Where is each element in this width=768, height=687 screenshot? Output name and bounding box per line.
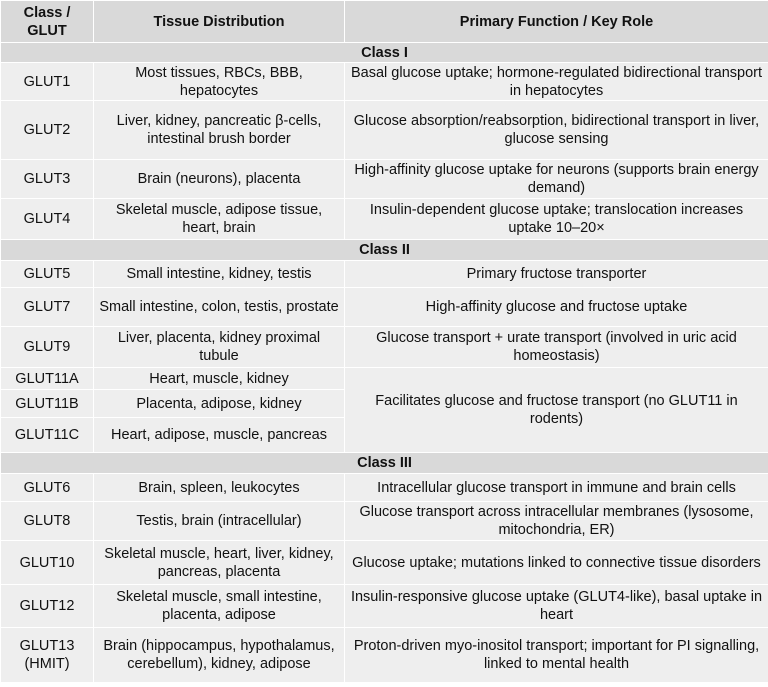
- glut-name: GLUT4: [1, 199, 94, 240]
- table-row: [1, 474, 768, 502]
- tissue-cell: Skeletal muscle, adipose tissue, heart, brain: [94, 199, 345, 240]
- table-row: [1, 160, 768, 199]
- table-row: [1, 327, 768, 368]
- glut-name: GLUT8: [1, 502, 94, 541]
- tissue-cell: Liver, placenta, kidney proximal tubule: [94, 327, 345, 368]
- glut-name: GLUT12: [1, 585, 94, 628]
- tissue-cell: Brain (neurons), placenta: [94, 160, 345, 199]
- header-tissue-distribution: Tissue Distribution: [94, 1, 345, 43]
- section-class-ii: [1, 240, 768, 261]
- function-cell: Proton-driven myo-inositol transport; important for PI signalling, linked to mental health: [345, 628, 768, 683]
- function-cell: Insulin-responsive glucose uptake (GLUT4-like), basal uptake in heart: [345, 585, 768, 628]
- table-row: [1, 63, 768, 101]
- glut-name: GLUT2: [1, 101, 94, 160]
- table-row: [1, 585, 768, 628]
- section-class-iii: [1, 453, 768, 474]
- tissue-cell: Testis, brain (intracellular): [94, 502, 345, 541]
- function-cell: High-affinity glucose and fructose uptake: [345, 288, 768, 327]
- section-label: Class III: [1, 453, 768, 474]
- tissue-cell: Small intestine, colon, testis, prostate: [94, 288, 345, 327]
- function-cell: Glucose absorption/reabsorption, bidirectional transport in liver, glucose sensing: [345, 101, 768, 160]
- table-row: [1, 261, 768, 288]
- tissue-cell: Skeletal muscle, small intestine, placenta, adipose: [94, 585, 345, 628]
- function-cell: Facilitates glucose and fructose transport (no GLUT11 in rodents): [345, 368, 768, 453]
- tissue-cell: Heart, adipose, muscle, pancreas: [94, 418, 345, 453]
- tissue-cell: Brain (hippocampus, hypothalamus, cerebellum), kidney, adipose: [94, 628, 345, 683]
- glut-name: GLUT7: [1, 288, 94, 327]
- header-row: [1, 1, 768, 43]
- tissue-cell: Skeletal muscle, heart, liver, kidney, pancreas, placenta: [94, 541, 345, 585]
- glut-name: GLUT11B: [1, 390, 94, 418]
- tissue-cell: Placenta, adipose, kidney: [94, 390, 345, 418]
- glut-name: GLUT13 (HMIT): [1, 628, 94, 683]
- tissue-cell: Liver, kidney, pancreatic β-cells, intestinal brush border: [94, 101, 345, 160]
- glut-name: GLUT3: [1, 160, 94, 199]
- glut-name: GLUT5: [1, 261, 94, 288]
- function-cell: High-affinity glucose uptake for neurons (supports brain energy demand): [345, 160, 768, 199]
- function-cell: Insulin-dependent glucose uptake; translocation increases uptake 10–20×: [345, 199, 768, 240]
- table-row: [1, 288, 768, 327]
- function-cell: Basal glucose uptake; hormone-regulated bidirectional transport in hepatocytes: [345, 63, 768, 101]
- glut-name: GLUT11A: [1, 368, 94, 390]
- glut-name: GLUT9: [1, 327, 94, 368]
- tissue-cell: Brain, spleen, leukocytes: [94, 474, 345, 502]
- function-cell: Intracellular glucose transport in immune and brain cells: [345, 474, 768, 502]
- section-class-i: [1, 43, 768, 63]
- section-label: Class II: [1, 240, 768, 261]
- header-primary-function: Primary Function / Key Role: [345, 1, 768, 43]
- glut-name: GLUT6: [1, 474, 94, 502]
- function-cell: Glucose uptake; mutations linked to connective tissue disorders: [345, 541, 768, 585]
- tissue-cell: Small intestine, kidney, testis: [94, 261, 345, 288]
- tissue-cell: Most tissues, RBCs, BBB, hepatocytes: [94, 63, 345, 101]
- table-row: [1, 101, 768, 160]
- function-cell: Primary fructose transporter: [345, 261, 768, 288]
- table-row: [1, 541, 768, 585]
- table-row: [1, 368, 768, 390]
- tissue-cell: Heart, muscle, kidney: [94, 368, 345, 390]
- table-row: [1, 199, 768, 240]
- header-class-glut: Class / GLUT: [1, 1, 94, 43]
- table-row: [1, 502, 768, 541]
- glut-name: GLUT1: [1, 63, 94, 101]
- glut-name: GLUT10: [1, 541, 94, 585]
- table-row: [1, 628, 768, 683]
- function-cell: Glucose transport + urate transport (involved in uric acid homeostasis): [345, 327, 768, 368]
- glut-name: GLUT11C: [1, 418, 94, 453]
- section-label: Class I: [1, 43, 768, 63]
- function-cell: Glucose transport across intracellular membranes (lysosome, mitochondria, ER): [345, 502, 768, 541]
